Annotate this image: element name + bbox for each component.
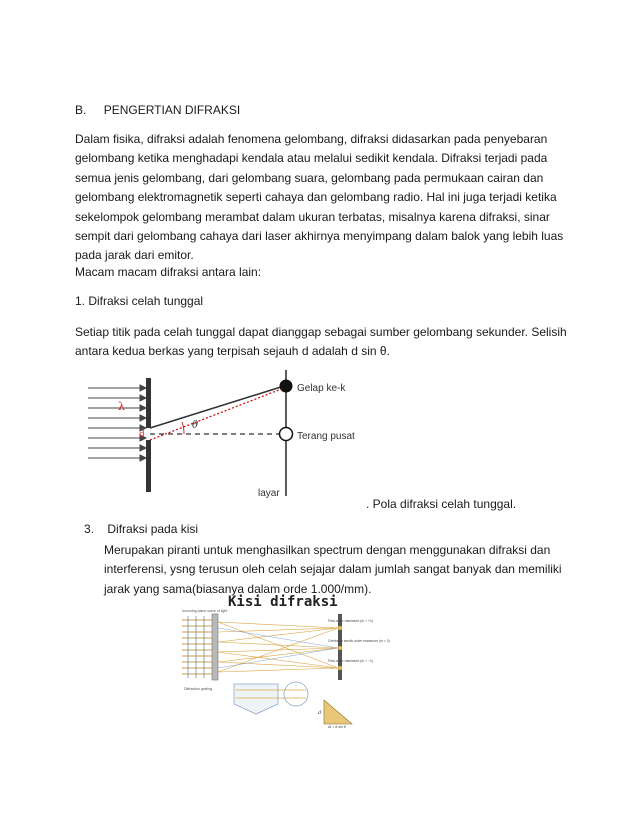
intro-paragraph — [75, 130, 564, 266]
intro-line: pada jarak dari emitor. — [75, 248, 194, 263]
inset-lens — [284, 682, 308, 706]
intro-line: semua jenis gelombang, dari gelombang suara, gelombang pada permukaan cairan dan — [75, 170, 544, 185]
single-slit-diagram — [84, 370, 354, 502]
theta-arc — [182, 422, 184, 434]
grating-plate — [212, 614, 218, 680]
wavefront-lines — [188, 616, 204, 678]
incoming-wave-label: Incoming plane wave of light — [182, 609, 228, 613]
section-heading — [75, 103, 240, 117]
item3-heading-row — [84, 522, 198, 536]
diffraction-grating-diagram — [178, 592, 390, 729]
item3-heading: Difraksi pada kisi — [107, 522, 199, 536]
max-bottom-dot — [338, 666, 342, 670]
central-bright-label: Terang pusat — [297, 431, 355, 442]
section-title: PENGERTIAN DIFRAKSI — [103, 103, 241, 117]
types-heading: Macam macam difraksi antara lain: — [75, 265, 262, 279]
item1-line: Setiap titik pada celah tunggal dapat dianggap sebagai sumber gelombang sekunder. Selisih — [75, 325, 567, 339]
lambda-symbol: λ — [118, 400, 125, 413]
item1-heading: 1. Difraksi celah tunggal — [75, 294, 204, 308]
central-max-label: Central or zeroth-order maximum (m = 0) — [328, 639, 390, 643]
central-bright-dot — [280, 428, 293, 441]
intro-line: sempit dari gelombang cahaya dari laser akhirnya menyimpang dalam balok yang lebih luas — [75, 229, 564, 244]
incoming-wave-lines — [182, 620, 212, 674]
grating-figure-title: Kisi difraksi — [228, 594, 338, 610]
intro-line: Dalam fisika, difraksi adalah fenomena gelombang, difraksi didasarkan pada penyebaran — [75, 132, 548, 146]
dark-fringe-label: Gelap ke-k — [297, 383, 346, 394]
item1-line: antara kedua berkas yang terpisah sejauh d adalah d sin θ. — [75, 344, 390, 359]
intro-line: gelombang ketika menghadapi kendala atau melalui sedikit kendala. Difraksi terjadi pada — [75, 151, 548, 166]
zoom-inset — [234, 684, 278, 714]
max-top-dot — [338, 626, 342, 630]
ray-lower — [150, 388, 284, 440]
figure1-caption: . Pola difraksi celah tunggal. — [366, 497, 517, 511]
item3-line: interferensi, ysng terusun oleh celah sejajar dalam jumlah sangat banyak dan memiliki — [104, 562, 562, 577]
first-order-label-bottom: First-order maximum (m = −1) — [328, 659, 374, 663]
slit-d-symbol: d — [139, 430, 145, 440]
ray-upper — [150, 386, 284, 428]
diffracted-rays-blue — [218, 628, 338, 668]
theta-symbol: θ — [192, 420, 199, 431]
first-order-label-top: First-order maximum (m = +1) — [328, 619, 374, 623]
diffracted-rays — [218, 622, 338, 672]
section-number: B. — [75, 103, 87, 117]
item3-line: jarak yang sama(biasanya dalam orde 1.000/mm). — [104, 581, 372, 596]
max-center-dot — [338, 646, 342, 650]
item3-paragraph — [104, 541, 562, 599]
item3-line: Merupakan piranti untuk menghasilkan spectrum dengan menggunakan difraksi dan — [104, 543, 551, 557]
item3-number: 3. — [84, 522, 95, 536]
dark-fringe-dot — [280, 380, 293, 393]
incoming-rays — [88, 385, 146, 461]
slit-barrier-bottom — [146, 440, 151, 492]
slit-barrier-top — [146, 378, 151, 428]
intro-line: sekelompok gelombang merambat dalam ukuran terbatas, misalnya karena difraksi, sinar — [75, 209, 550, 224]
path-difference-triangle — [324, 700, 352, 724]
item1-paragraph — [75, 323, 567, 362]
intro-line: gelombang elektromagnetik seperti cahaya dan gelombang radio. Hal ini juga terjadi ketika — [75, 190, 557, 205]
screen-label: layar — [258, 488, 280, 499]
grating-label: Diffraction grating — [184, 687, 213, 691]
triangle-formula-label: Δl = d sin θ — [328, 725, 346, 729]
triangle-d-label: d — [318, 710, 322, 716]
